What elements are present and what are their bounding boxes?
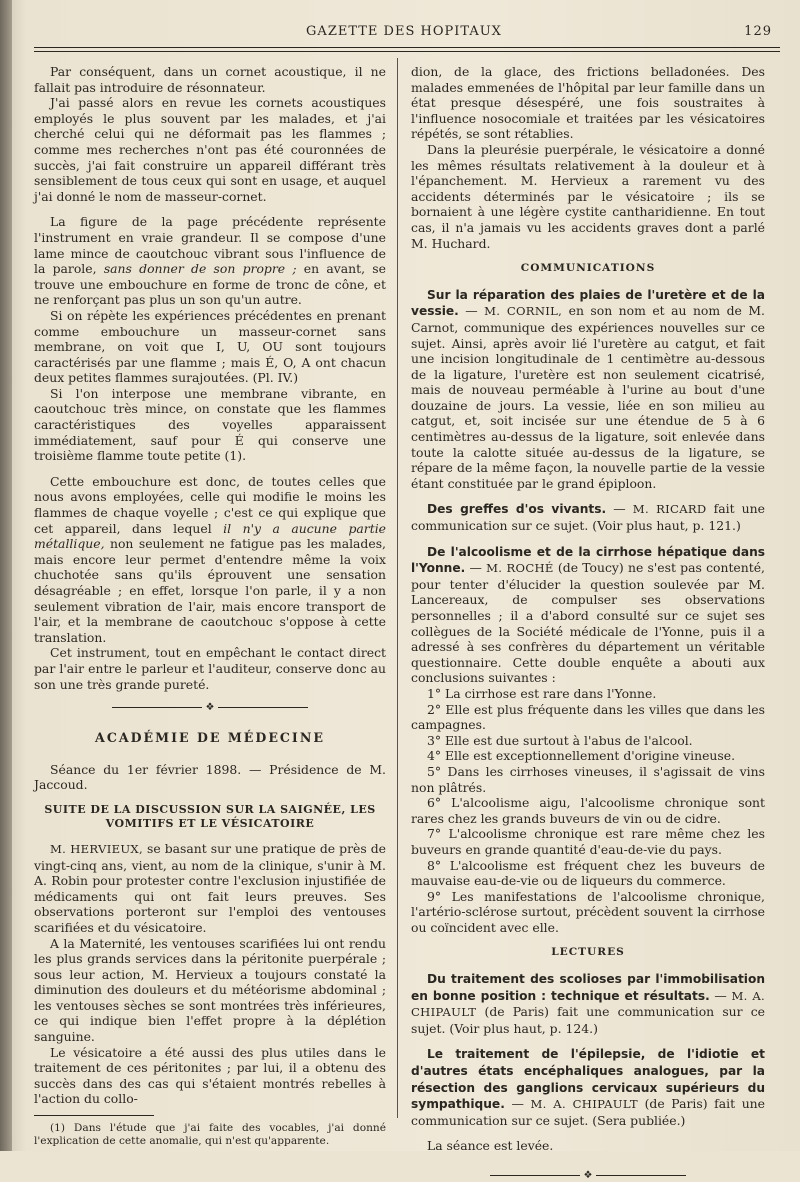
paragraph: dion, de la glace, des frictions belladonées. Des malades emmenées de l'hôpital par leur famille dans un état presque désespéré, une fois soustraites à l'influence nosocomiale et traitées par les vésicatoires répétés, se sont rétablies. — [411, 64, 765, 142]
paragraph: Si on répète les expériences précédentes en prenant comme embouchure un masseur-cornet sans membrane, on voit que I, U, OU sont toujours caractérisés par une flamme ; mais É, O, A ont chacun deux petites flammes surajoutées. (Pl. IV.) — [34, 307, 386, 386]
section-title-communications: COMMUNICATIONS — [520, 262, 656, 275]
list-item: 9° Les manifestations de l'alcoolisme chronique, l'artério-sclérose surtout, précèdent souvent la cirrhose ou coïncident avec elle. — [411, 888, 765, 935]
list-item: 2° Elle est plus fréquente dans les villes que dans les campagnes. — [411, 701, 765, 733]
paragraph: Cet instrument, tout en empêchant le contact direct par l'air entre le parleur et l'auditeur, conserve donc au son une très grande pureté. — [34, 645, 386, 692]
section-title-academie: ACADÉMIE DE MÉDECINE — [95, 730, 325, 746]
list-item: 5° Dans les cirrhoses vineuses, il s'agissait de vins non plâtrés. — [411, 763, 765, 795]
footnote: (1) Dans l'étude que j'ai faite des vocables, j'ai donné l'explication de cette anomalie, qui n'est qu'apparente. — [34, 1122, 386, 1148]
header-rule-thin — [34, 51, 780, 52]
left-column — [34, 64, 386, 1148]
lecture-item: Du traitement des scolioses par l'immobilisation en bonne position : technique et résultats. — M. A. CHIPAULT (de Paris) fait une communication sur ce sujet. (Voir plus haut, p. 124.) — [411, 972, 765, 1036]
communication-item: Sur la réparation des plaies de l'uretère et de la vessie. — M. CORNIL, en son nom et au nom de M. Carnot, communique des expériences nouvelles sur ce sujet. Ainsi, après avoir lié l'uretère au catgut, et fait une incision longitudinale de 1 centimètre au-dessous de la ligature, l'uretère est non seulement cicatrisé, mais de nouveau perméable à l'urine au bout d'une douzaine de jours. La vessie, liée en son milieu au catgut, et, soit incisée sur une étendue de 5 à 6 centimètres au-dessus de la ligature, soit enlevée dans toute la calotte située au-dessus de la ligature, se répare de la même façon, la nouvelle partie de la vessie étant constituée par le grand épiploon. — [411, 287, 765, 491]
section-ornament: ❖ — [34, 702, 386, 714]
list-item: 7° L'alcoolisme chronique est rare même chez les buveurs en grande quantité d'eau-de-vie du pays. — [411, 826, 765, 857]
subsection-title: SUITE DE LA DISCUSSION SUR LA SAIGNÉE, LES VOMITIFS ET LE VÉSICATOIRE — [44, 802, 376, 830]
list-item: 8° L'alcoolisme est fréquent chez les buveurs de mauvaise eau-de-vie ou de liqueurs du commerce. — [411, 857, 765, 889]
section-title-lectures: LECTURES — [551, 946, 625, 959]
right-column — [411, 64, 765, 1182]
communication-item: De l'alcoolisme et de la cirrhose hépatique dans l'Yonne. — M. ROCHÉ (de Toucy) ne s'est pas contenté, pour tenter d'élucider la question soulevée par M. Lancereaux, de compulser ses observations personnelles ; il a d'abord consulté sur ce sujet ses collègues de la Société médicale de l'Yonne, puis il a adressé à ses confrères du département un véritable questionnaire. Cette double enquête a abouti aux conclusions suivantes : — [411, 544, 765, 686]
paragraph: M. HERVIEUX, se basant sur une pratique de près de vingt-cinq ans, vient, au nom de la clinique, s'unir à M. A. Robin pour protester contre l'exclusion injustifiée de médicaments qui ont fait leurs preuves. Ses observations porteront sur l'emploi des ventouses scarifiées et du vésicatoire. — [34, 840, 386, 935]
end-ornament: ❖ — [411, 1170, 765, 1182]
communication-item: Des greffes d'os vivants. — M. RICARD fait une communication sur ce sujet. (Voir plus haut, p. 121.) — [411, 501, 765, 534]
closing-line: La séance est levée. — [427, 1138, 554, 1154]
lecture-item: Le traitement de l'épilepsie, de l'idiotie et d'autres états encéphaliques analogues, par la résection des ganglions cervicaux supérieurs du sympathique. — M. A. CHIPAULT (de Paris) fait une communication sur ce sujet. (Sera publiée.) — [411, 1047, 765, 1128]
paragraph: Cette embouchure est donc, de toutes celles que nous avons employées, celle qui modifie le moins les flammes de chaque voyelle ; c'est ce qui explique que cet appareil, dans lequel il n'y a aucune partie métallique, non seulement ne fatigue pas les malades, mais encore leur permet d'entendre même la voix chuchotée sans qu'ils éprouvent une sensation désagréable ; en effet, lorsque l'on parle, il y a non seulement vibration de l'air, mais encore transport de l'air, et la membrane de caoutchouc s'oppose à cette translation. — [34, 473, 386, 645]
list-item: 6° L'alcoolisme aigu, l'alcoolisme chronique sont rares chez les grands buveurs de vin ou de cidre. — [411, 795, 765, 826]
list-item: 3° Elle est due surtout à l'abus de l'alcool. — [427, 732, 693, 748]
paragraph: J'ai passé alors en revue les cornets acoustiques employés le plus souvent par les malades, et j'ai cherché celui qui ne déformait pas les flammes ; comme mes recherches n'ont pas été couronnées de succès, j'ai fait construire un appareil différant très sensiblement de tous ceux qui sont en usage, et auquel j'ai donné le nom de masseur-cornet. — [34, 95, 386, 204]
paragraph: Par conséquent, dans un cornet acoustique, il ne fallait pas introduire de résonnateur. — [34, 64, 386, 95]
journal-title: GAZETTE DES HOPITAUX — [306, 24, 502, 39]
paragraph: Si l'on interpose une membrane vibrante, en caoutchouc très mince, on constate que les flammes caractéristiques des voyelles apparaissent immédiatement, sauf pour É qui conserve une troisième flamme toute petite (1). — [34, 385, 386, 464]
list-item: 1° La cirrhose est rare dans l'Yonne. — [427, 685, 657, 701]
header-rule — [34, 47, 780, 48]
paragraph: Dans la pleurésie puerpérale, le vésicatoire a donné les mêmes résultats relativement à la douleur et à l'épanchement. M. Hervieux a rarement vu des accidents déterminés par le vésicatoire ; ils se bornaient à une légère cystite cantharidienne. En tout cas, il n'a jamais vu les accidents graves dont a parlé M. Huchard. — [411, 141, 765, 251]
paragraph: A la Maternité, les ventouses scarifiées lui ont rendu les plus grands services dans la péritonite puerpérale ; sous leur action, M. Hervieux a toujours constaté la diminution des douleurs et du météorisme abdominal ; les ventouses sèches se sont montrées très inférieures, ce qui indique bien l'effet propre à la déplétion sanguine. — [34, 935, 386, 1045]
column-divider — [397, 58, 398, 1118]
running-header — [28, 20, 780, 42]
paragraph: La figure de la page précédente représente l'instrument en vraie grandeur. Il se compose d'une lame mince de caoutchouc vibrant sous l'influence de la parole, sans donner de son propre ; en avant, se trouve une embouchure en forme de tronc de cône, et ne renforçant pas plus un son qu'un autre. — [34, 214, 387, 308]
seance-line: Séance du 1er février 1898. — Présidence de M. Jaccoud. — [34, 761, 386, 793]
paragraph: Le vésicatoire a été aussi des plus utiles dans le traitement de ces péritonites ; par lui, il a obtenu des succès dans des cas qui s'étaient montrés rebelles à l'action du collo- — [34, 1044, 386, 1107]
footnote-rule — [34, 1115, 154, 1116]
book-binding-edge — [0, 0, 12, 1151]
list-item: 4° Elle est exceptionnellement d'origine vineuse. — [427, 748, 736, 764]
conclusions-list — [411, 686, 765, 936]
page-number: 129 — [744, 24, 772, 39]
